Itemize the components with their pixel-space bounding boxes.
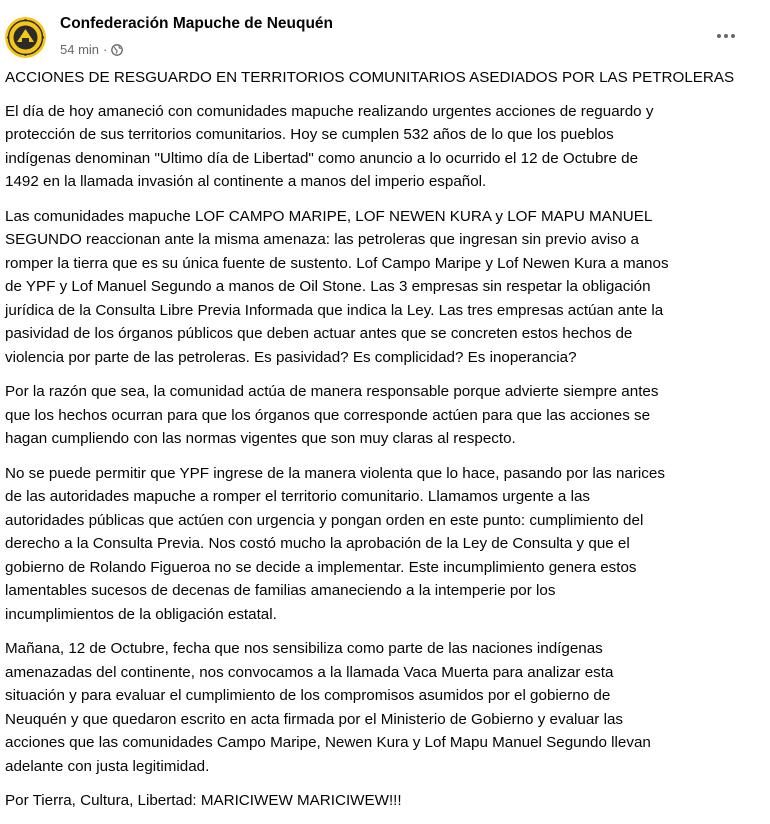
- post-body: [5, 66, 762, 824]
- more-options-dot: [731, 34, 735, 38]
- post-paragraph: Mañana, 12 de Octubre, fecha que nos sensibiliza como parte de las naciones indígenas amenazadas del continente, nos convocamos a la llamada Vaca Muerta para analizar esta situación y para evaluar el cumplimiento de los compromisos asumidos por el gobierno de Neuquén y que quedaron escrito en acta firmada por el Ministerio de Gobierno y evaluar las acciones que las comunidades Campo Maripe, Newen Kura y Lof Mapu Manuel Segundo llevan adelante con justa legitimidad.: [5, 640, 651, 775]
- meta-separator: ·: [103, 42, 108, 57]
- post-paragraph: No se puede permitir que YPF ingrese de la manera violenta que lo hace, pasando por las narices de las autoridades mapuche a romper el territorio comunitario. Llamamos urgente a las autoridades públicas que actúen con urgencia y pongan orden en este punto: cumplimiento del derecho a la Consulta Previa. Nos costó mucho la aprobación de la Ley de Consulta y que el gobierno de Rolando Figueroa no se decide a implementar. Este incumplimiento genera estos lamentables sucesos de decenas de familias amaneciendo a la intemperie por los incumplimientos de la obligación estatal.: [5, 464, 665, 623]
- page-name-link[interactable]: Confederación Mapuche de Neuquén: [60, 15, 334, 32]
- avatar[interactable]: [5, 17, 46, 58]
- post-paragraph: El día de hoy amaneció con comunidades mapuche realizando urgentes acciones de reguardo y protección de sus territorios comunitarios. Hoy se cumplen 532 años de lo que los pueblos indígenas denominan "Ultimo día de Libertad" como anuncio a lo ocurrido el 12 de Octubre de 1492 en la llamada invasión al continente a manos del imperio español.: [5, 102, 654, 190]
- more-options-button[interactable]: [708, 22, 744, 50]
- post-paragraph: Las comunidades mapuche LOF CAMPO MARIPE, LOF NEWEN KURA y LOF MAPU MANUEL SEGUNDO reaccionan ante la misma amenaza: las petroleras que ingresan sin previo aviso a romper la tierra que es su única fuente de sustento. Lof Campo Maripe y Lof Newen Kura a manos de YPF y Lof Manuel Segundo a manos de Oil Stone. Las 3 empresas sin respetar la obligación jurídica de la Consulta Libre Previa Informada que indica la Ley. Las tres empresas actúan ante la pasividad de los órganos públicos que deben actuar antes que se concreten estos hechos de violencia por parte de las petroleras. Es pasividad? Es complicidad? Es inoperancia?: [5, 207, 669, 366]
- post-paragraph: Por Tierra, Cultura, Libertad: MARICIWEW MARICIWEW!!!: [5, 792, 402, 809]
- post-timestamp[interactable]: 54 min: [60, 42, 100, 57]
- globe-icon[interactable]: [111, 44, 123, 56]
- more-options-dot: [724, 34, 728, 38]
- more-options-icon: [717, 34, 721, 38]
- post-paragraph: Por la razón que sea, la comunidad actúa de manera responsable porque advierte siempre antes que los hechos ocurran para que los órganos que corresponde actúen para que las acciones se hagan cumpliendo con las normas vigentes que son muy claras al respecto.: [5, 383, 659, 447]
- post-title: ACCIONES DE RESGUARDO EN TERRITORIOS COMUNITARIOS ASEDIADOS POR LAS PETROLERAS: [5, 69, 735, 86]
- post-meta: [60, 42, 123, 57]
- organization-logo-icon: [5, 17, 46, 58]
- post-header: [0, 0, 770, 66]
